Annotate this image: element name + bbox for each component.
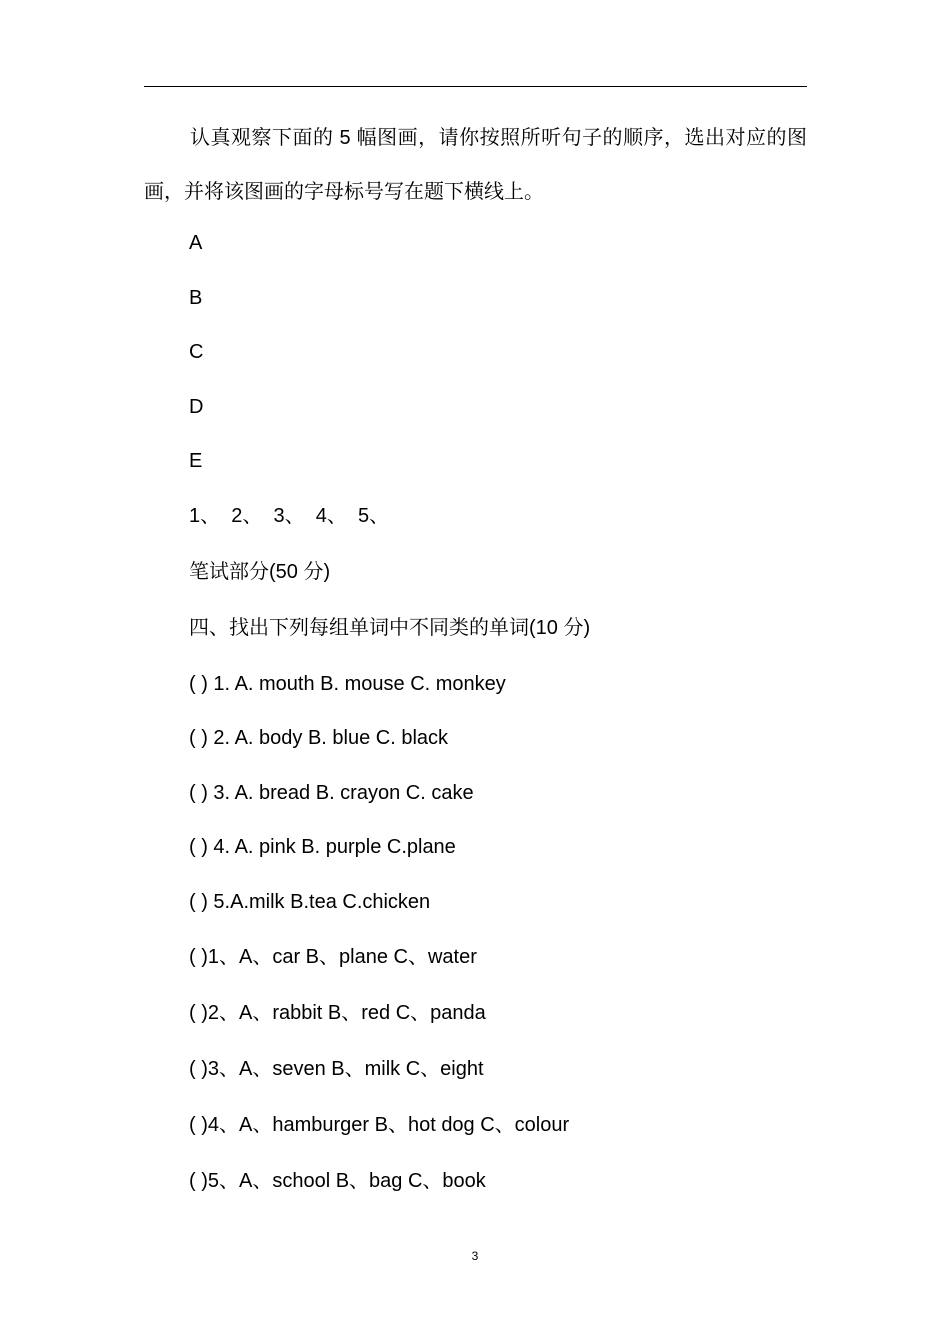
- question-item: ( )1、A、car B、plane C、water: [189, 946, 477, 968]
- instruction-paragraph: 认真观察下面的 5 幅图画，请你按照所听句子的顺序，选出对应的图画，并将该图画的字母标号写在题下横线上。: [144, 127, 807, 203]
- question-item: ( )2、A、rabbit B、red C、panda: [189, 1002, 486, 1024]
- written-section-title: 笔试部分(50 分): [189, 561, 331, 583]
- picture-label-e: E: [189, 450, 203, 472]
- question-item: ( ) 5.A.milk B.tea C.chicken: [189, 891, 431, 913]
- picture-label-a: A: [189, 232, 203, 254]
- question-item: ( ) 4. A. pink B. purple C.plane: [189, 836, 456, 858]
- question-item: ( )5、A、school B、bag C、book: [189, 1170, 486, 1192]
- answer-slots: 1、 2、 3、 4、 5、: [189, 505, 390, 527]
- picture-label-c: C: [189, 341, 204, 363]
- question-item: ( )4、A、hamburger B、hot dog C、colour: [189, 1114, 570, 1136]
- question-item: ( )3、A、seven B、milk C、eight: [189, 1058, 484, 1080]
- question-item: ( ) 2. A. body B. blue C. black: [189, 727, 449, 749]
- picture-label-d: D: [189, 396, 204, 418]
- question-item: ( ) 3. A. bread B. crayon C. cake: [189, 782, 474, 804]
- page-number: 3: [471, 1249, 479, 1263]
- picture-label-b: B: [189, 287, 203, 309]
- header-rule: [144, 86, 807, 87]
- question-item: ( ) 1. A. mouth B. mouse C. monkey: [189, 673, 506, 695]
- section-four-title: 四、找出下列每组单词中不同类的单词(10 分): [189, 617, 591, 639]
